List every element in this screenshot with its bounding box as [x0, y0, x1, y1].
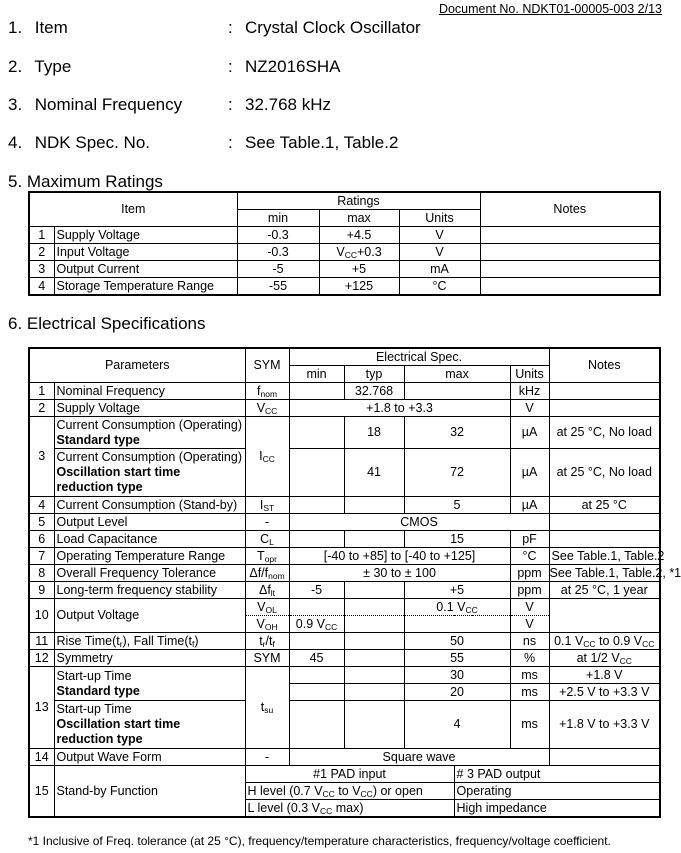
- sym-text: t: [259, 633, 263, 648]
- row-typ: [344, 582, 404, 599]
- row-max: 72: [404, 449, 510, 497]
- param-text: Rise Time(t: [56, 633, 120, 648]
- row-units: %: [510, 650, 549, 667]
- section-max-ratings-title: 5. Maximum Ratings: [8, 172, 163, 191]
- table-row: [29, 565, 660, 582]
- electrical-spec-table: [28, 347, 681, 818]
- standby-text: ) or open: [372, 783, 423, 798]
- table-row: [29, 667, 660, 684]
- standby-input-h: [245, 783, 454, 800]
- standby-output-l: High impedance: [454, 800, 660, 818]
- row-notes: +1.8 V to +3.3 V: [549, 701, 660, 749]
- row-units: ms: [510, 701, 549, 749]
- param-type: reduction type: [56, 480, 143, 494]
- row-parameter: Operating Temperature Range: [54, 548, 245, 565]
- row-notes: at 25 °C, 1 year: [549, 582, 660, 599]
- header-row-item: [8, 18, 421, 38]
- value-sub: CC: [465, 604, 478, 615]
- table-row: [29, 531, 660, 548]
- row-notes: [480, 278, 660, 296]
- row-number: 3: [29, 417, 54, 497]
- header-units: Units: [510, 366, 549, 383]
- sym-sub: OH: [264, 621, 278, 632]
- header-ratings: Ratings: [237, 192, 480, 210]
- standby-input-l: [245, 800, 454, 818]
- row-notes: at 25 °C: [549, 497, 660, 514]
- header-label: Type: [34, 57, 72, 76]
- sym-text: V: [256, 400, 266, 415]
- table-row: [29, 548, 660, 565]
- row-parameter: Supply Voltage: [54, 400, 245, 417]
- row-max: 30: [404, 667, 510, 684]
- row-units: mA: [399, 261, 480, 278]
- row-notes: at 25 °C, No load: [549, 449, 660, 497]
- row-units: µA: [510, 449, 549, 497]
- value-text: 0.1 V: [436, 599, 466, 614]
- row-item: Storage Temperature Range: [54, 278, 237, 296]
- header-colon: :: [228, 95, 233, 114]
- table-row: [29, 227, 660, 244]
- header-notes: Notes: [480, 192, 660, 227]
- notes-text: 0.1 V: [554, 633, 584, 648]
- row-sym: -: [245, 514, 289, 531]
- param-text: ): [194, 633, 199, 648]
- row-number: 10: [29, 599, 54, 633]
- table-row: [29, 278, 660, 296]
- header-value: NZ2016SHA: [245, 57, 341, 76]
- row-units: ms: [510, 667, 549, 684]
- header-row-type: [8, 57, 341, 77]
- row-typ: 32.768: [344, 383, 404, 400]
- row-notes: See Table.1, Table.2: [549, 548, 660, 565]
- row-min: [289, 449, 344, 497]
- row-number: 12: [29, 650, 54, 667]
- header-parameters: Parameters: [29, 348, 245, 383]
- standby-sub: CC: [322, 788, 335, 799]
- row-min: [289, 497, 344, 514]
- sym-text: Δf/f: [249, 565, 269, 580]
- table-row: [29, 383, 660, 400]
- param-type: reduction type: [56, 732, 143, 746]
- header-max: max: [404, 366, 510, 383]
- row-number: 7: [29, 548, 54, 565]
- header-num: 4.: [8, 133, 23, 152]
- footnote: *1 Inclusive of Freq. tolerance (at 25 °C), frequency/temperature characteristics, frequency/voltage coefficient.: [28, 834, 611, 848]
- row-units: ppm: [510, 565, 549, 582]
- row-sym: [245, 400, 289, 417]
- standby-sub: CC: [360, 788, 373, 799]
- row-sym: [245, 616, 289, 633]
- sym-text: C: [260, 531, 270, 546]
- row-min: [289, 383, 344, 400]
- row-spec-span: [-40 to +85] to [-40 to +125]: [289, 548, 510, 565]
- row-sym: [245, 497, 289, 514]
- row-notes: [480, 244, 660, 261]
- header-item: Item: [29, 192, 237, 227]
- row-sym: [245, 417, 289, 497]
- row-parameter: [54, 667, 245, 701]
- row-sym: [245, 582, 289, 599]
- param-type: Standard type: [56, 683, 140, 698]
- max-ratings-table: [28, 191, 661, 296]
- sym-sub: CC: [262, 454, 275, 464]
- row-number: 1: [29, 227, 54, 244]
- sym-sub: su: [264, 705, 274, 715]
- header-num: 1.: [8, 18, 23, 37]
- row-sym: [245, 531, 289, 548]
- row-min: -55: [237, 278, 319, 296]
- sym-sub: f: [272, 638, 275, 649]
- row-units: pF: [510, 531, 549, 548]
- sym-text: I: [259, 497, 264, 512]
- table-row: [29, 701, 660, 749]
- sym-text: V: [256, 616, 265, 631]
- row-min: [289, 599, 344, 616]
- row-max: +5: [404, 582, 510, 599]
- row-number: 5: [29, 514, 54, 531]
- header-typ: typ: [344, 366, 404, 383]
- sym-sub: CC: [265, 405, 278, 416]
- row-item: Supply Voltage: [54, 227, 237, 244]
- standby-text: H level (0.7 V: [247, 783, 323, 798]
- row-notes: [549, 383, 660, 400]
- header-notes: Notes: [549, 348, 660, 383]
- row-typ: [344, 497, 404, 514]
- header-min: min: [237, 210, 319, 227]
- header-value: Crystal Clock Oscillator: [245, 18, 421, 37]
- sym-text: T: [257, 548, 265, 563]
- row-number: 6: [29, 531, 54, 548]
- row-min: -0.3: [237, 244, 319, 261]
- table-row: [29, 400, 660, 417]
- sym-sub: opr: [264, 553, 277, 564]
- sym-text: f: [257, 383, 261, 398]
- table-row: [29, 497, 660, 514]
- sym-text: /t: [265, 633, 273, 648]
- row-parameter: Symmetry: [54, 650, 245, 667]
- header-row-spec: [8, 133, 399, 153]
- row-number: 4: [29, 497, 54, 514]
- sym-sub: nom: [260, 388, 278, 399]
- sym-text: I: [259, 449, 263, 463]
- row-units: V: [510, 599, 549, 616]
- row-typ: [344, 633, 404, 650]
- row-units: kHz: [510, 383, 549, 400]
- row-max: 32: [404, 417, 510, 449]
- row-units: V: [399, 244, 480, 261]
- row-typ: [344, 667, 404, 684]
- row-max: 5: [404, 497, 510, 514]
- header-label: NDK Spec. No.: [34, 133, 150, 152]
- row-notes: [549, 633, 660, 650]
- notes-sub: CC: [642, 638, 655, 649]
- row-number: 9: [29, 582, 54, 599]
- row-notes: [549, 749, 660, 766]
- row-notes: [549, 599, 660, 633]
- row-units: ppm: [510, 582, 549, 599]
- table-row: [29, 633, 660, 650]
- sym-sub: lt: [270, 587, 276, 598]
- param-line: Start-up Time: [56, 702, 132, 716]
- header-label: Nominal Frequency: [34, 95, 183, 114]
- row-sym: [245, 667, 289, 749]
- row-parameter: [54, 701, 245, 749]
- row-notes: +2.5 V to +3.3 V: [549, 684, 660, 701]
- row-number: 15: [29, 766, 54, 818]
- row-units: V: [510, 400, 549, 417]
- standby-text: max): [332, 800, 364, 815]
- table-row: [29, 449, 660, 497]
- row-units: V: [399, 227, 480, 244]
- row-number: 14: [29, 749, 54, 766]
- row-number: 4: [29, 278, 54, 296]
- param-line: Current Consumption (Operating): [56, 450, 242, 464]
- row-spec-span: ± 30 to ± 100: [289, 565, 510, 582]
- sym-text: Δf: [258, 582, 271, 597]
- row-sym: SYM: [245, 650, 289, 667]
- row-min: [289, 531, 344, 548]
- row-typ: [344, 684, 404, 701]
- standby-output-header: # 3 PAD output: [454, 766, 660, 783]
- notes-sub: CC: [619, 655, 632, 666]
- row-units: V: [510, 616, 549, 633]
- row-notes: See Table.1, Table.2, *1: [549, 565, 681, 580]
- header-units: Units: [399, 210, 480, 227]
- row-typ: [344, 531, 404, 548]
- header-value: 32.768 kHz: [245, 95, 331, 114]
- row-notes: [549, 514, 660, 531]
- row-typ: [344, 616, 404, 633]
- row-parameter: [54, 417, 245, 449]
- param-line: Start-up Time: [56, 668, 132, 683]
- row-notes: +1.8 V: [549, 667, 660, 684]
- table-row: [29, 582, 660, 599]
- row-max: 15: [404, 531, 510, 548]
- standby-text: to V: [334, 783, 361, 798]
- sym-sub: nom: [268, 570, 285, 581]
- table-row: [29, 749, 660, 766]
- standby-sub: CC: [320, 805, 333, 816]
- row-max: $V_{CC}+0.3$: [319, 244, 399, 261]
- value-sub: CC: [324, 621, 338, 632]
- param-line: Current Consumption (Operating): [56, 417, 242, 432]
- table-row: [29, 244, 660, 261]
- row-min: [289, 417, 344, 449]
- row-sym: [245, 633, 289, 650]
- header-colon: :: [228, 18, 233, 37]
- param-type: Oscillation start time: [56, 465, 181, 479]
- row-number: 1: [29, 383, 54, 400]
- row-parameter: Long-term frequency stability: [54, 582, 245, 599]
- row-sym: [245, 599, 289, 616]
- value-text: 0.9 V: [295, 616, 325, 631]
- row-number: 3: [29, 261, 54, 278]
- row-max: +5: [319, 261, 399, 278]
- row-max: 20: [404, 684, 510, 701]
- row-notes: [480, 227, 660, 244]
- row-parameter: [54, 633, 245, 650]
- row-spec-span: CMOS: [289, 514, 549, 531]
- row-max: +125: [319, 278, 399, 296]
- sym-sub: ST: [263, 502, 275, 513]
- row-units: °C: [510, 548, 549, 565]
- sym-sub: OL: [265, 604, 277, 615]
- row-notes: [549, 650, 660, 667]
- row-max: 55: [404, 650, 510, 667]
- row-min: -5: [237, 261, 319, 278]
- notes-text: to 0.9 V: [595, 633, 643, 648]
- table-row: [29, 514, 660, 531]
- row-number: 8: [29, 565, 54, 582]
- sym-text: V: [257, 599, 266, 614]
- row-parameter: Output Wave Form: [54, 749, 245, 766]
- row-sym: [245, 548, 289, 565]
- row-parameter: Output Voltage: [54, 599, 245, 633]
- header-label: Item: [34, 18, 68, 37]
- row-typ: 18: [344, 417, 404, 449]
- row-min: -5: [289, 582, 344, 599]
- header-colon: :: [228, 57, 233, 76]
- table-row: [29, 766, 660, 783]
- row-max: 4: [404, 701, 510, 749]
- row-min: [289, 667, 344, 684]
- param-type: Oscillation start time: [56, 717, 181, 731]
- table-row: [29, 261, 660, 278]
- row-max: [404, 599, 510, 616]
- row-item: Output Current: [54, 261, 237, 278]
- param-sub: f: [192, 638, 195, 649]
- row-units: µA: [510, 417, 549, 449]
- header-row-frequency: [8, 95, 331, 115]
- param-text: ), Fall Time(t: [122, 633, 192, 648]
- sym-sub: r: [262, 638, 266, 649]
- row-notes: at 25 °C, No load: [549, 417, 660, 449]
- row-max: +4.5: [319, 227, 399, 244]
- header-num: 2.: [8, 57, 23, 76]
- row-parameter: Stand-by Function: [54, 766, 245, 818]
- row-units: °C: [399, 278, 480, 296]
- sym-sub: L: [269, 536, 274, 547]
- param-sub: r: [119, 638, 123, 649]
- document-number: Document No. NDKT01-00005-003 2/13: [438, 2, 662, 16]
- row-sym: -: [245, 749, 289, 766]
- row-notes: [549, 531, 660, 548]
- notes-text: at 1/2 V: [576, 650, 620, 665]
- row-max: [404, 616, 510, 633]
- row-item: Input Voltage: [54, 244, 237, 261]
- row-units: ns: [510, 633, 549, 650]
- row-number: 11: [29, 633, 54, 650]
- row-min: -0.3: [237, 227, 319, 244]
- header-electrical-spec: Electrical Spec.: [289, 348, 549, 366]
- row-parameter: Load Capacitance: [54, 531, 245, 548]
- row-typ: 41: [344, 449, 404, 497]
- row-typ: [344, 650, 404, 667]
- notes-sub: CC: [583, 638, 596, 649]
- row-min: [289, 684, 344, 701]
- row-number: 13: [29, 667, 54, 749]
- row-parameter: Overall Frequency Tolerance: [54, 565, 245, 582]
- row-notes: [549, 400, 660, 417]
- row-typ: [344, 701, 404, 749]
- table-row: [29, 599, 660, 616]
- row-parameter: Nominal Frequency: [54, 383, 245, 400]
- header-max: max: [319, 210, 399, 227]
- table-row: [29, 417, 660, 449]
- row-sym: [245, 565, 289, 582]
- table-row: [29, 650, 660, 667]
- standby-output-h: Operating: [454, 783, 660, 800]
- row-parameter: Current Consumption (Stand-by): [54, 497, 245, 514]
- row-min: [289, 616, 344, 633]
- row-min: 45: [289, 650, 344, 667]
- header-sym: SYM: [245, 348, 289, 383]
- header-min: min: [289, 366, 344, 383]
- row-number: 2: [29, 400, 54, 417]
- row-max: [404, 383, 510, 400]
- row-typ: [344, 599, 404, 616]
- row-number: 2: [29, 244, 54, 261]
- sym-text: t: [260, 700, 265, 714]
- row-sym: [245, 383, 289, 400]
- row-max: 50: [404, 633, 510, 650]
- standby-text: L level (0.3 V: [247, 800, 321, 815]
- row-units: ms: [510, 684, 549, 701]
- row-min: [289, 701, 344, 749]
- row-spec-span: +1.8 to +3.3: [289, 400, 510, 417]
- row-min: [289, 633, 344, 650]
- row-parameter: Output Level: [54, 514, 245, 531]
- row-spec-span: Square wave: [289, 749, 549, 766]
- standby-input-header: #1 PAD input: [245, 766, 454, 783]
- section-electrical-title: 6. Electrical Specifications: [8, 314, 206, 333]
- row-notes: [480, 261, 660, 278]
- param-type: Standard type: [56, 432, 140, 447]
- row-parameter: [54, 449, 245, 497]
- header-colon: :: [228, 133, 233, 152]
- row-units: µA: [510, 497, 549, 514]
- header-value: See Table.1, Table.2: [245, 133, 399, 152]
- header-num: 3.: [8, 95, 23, 114]
